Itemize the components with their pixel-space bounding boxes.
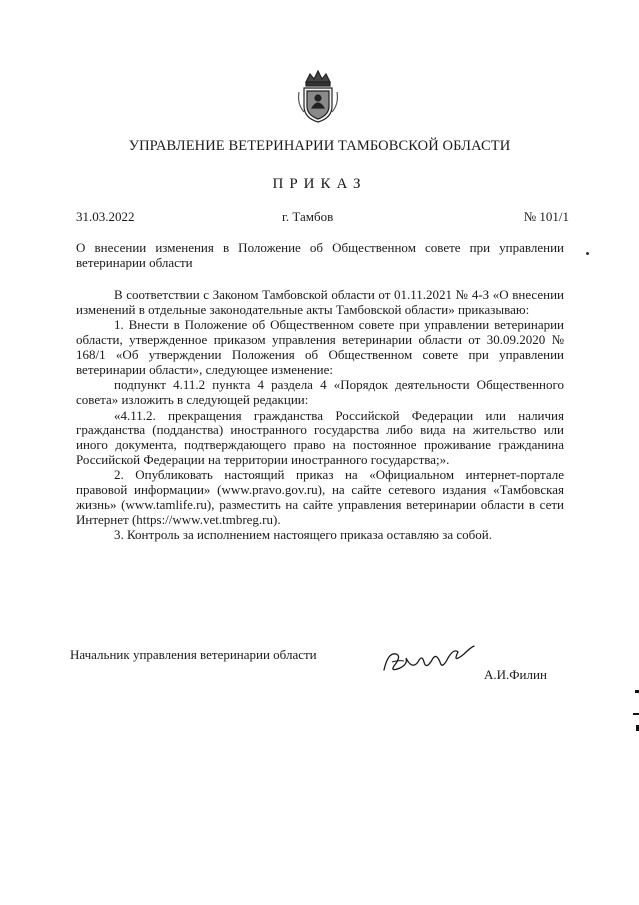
organization-title: УПРАВЛЕНИЕ ВЕТЕРИНАРИИ ТАМБОВСКОЙ ОБЛАСТИ <box>128 138 511 154</box>
scan-speck <box>586 252 589 255</box>
body-paragraph: подпункт 4.11.2 пункта 4 раздела 4 «Порядок деятельности Общественного совета» изложить в следующей редакции: <box>76 377 564 407</box>
order-body <box>76 288 564 543</box>
signatory-name: А.И.Филин <box>484 667 547 682</box>
body-paragraph: 1. Внести в Положение об Общественном совете при управлении ветеринарии области, утвержденное приказом управления ветеринарии области от 30.09.2020 № 168/1 «Об утверждении Положения об Общественном совете при управлении ветеринарии области», следующее изменение: <box>76 317 564 377</box>
signatory-position: Начальник управления ветеринарии области <box>70 647 317 662</box>
scan-edge-mark <box>633 713 639 715</box>
body-paragraph: «4.11.2. прекращения гражданства Российской Федерации или наличия гражданства (подданства) иностранного государства либо вида на жительство или иного документа, подтверждающего право на постоянное проживание гражданина Российской Федерации на территории иностранного государства;». <box>76 407 564 467</box>
coat-of-arms-emblem <box>296 68 340 124</box>
body-paragraph: В соответствии с Законом Тамбовской области от 01.11.2021 № 4-З «О внесении изменений в отдельные законодательные акты Тамбовской области» приказываю: <box>76 287 564 317</box>
order-city: г. Тамбов <box>282 209 334 224</box>
order-subject: О внесении изменения в Положение об Общественном совете при управлении ветеринарии области <box>76 240 564 270</box>
order-date: 31.03.2022 <box>76 209 135 224</box>
scan-edge-mark <box>635 690 639 693</box>
handwritten-signature <box>378 640 478 680</box>
document-type: ПРИКАЗ <box>272 176 367 192</box>
order-number: № 101/1 <box>523 209 569 224</box>
body-paragraph: 3. Контроль за исполнением настоящего приказа оставляю за собой. <box>114 527 492 543</box>
body-paragraph: 2. Опубликовать настоящий приказ на «Официальном интернет-портале правовой информации» (www.pravo.gov.ru), на сайте сетевого издания «Тамбовская жизнь» (www.tamlife.ru), разместить на сайте управления ветеринарии области в сети Интернет (https://www.vet.tmbreg.ru). <box>76 467 564 527</box>
